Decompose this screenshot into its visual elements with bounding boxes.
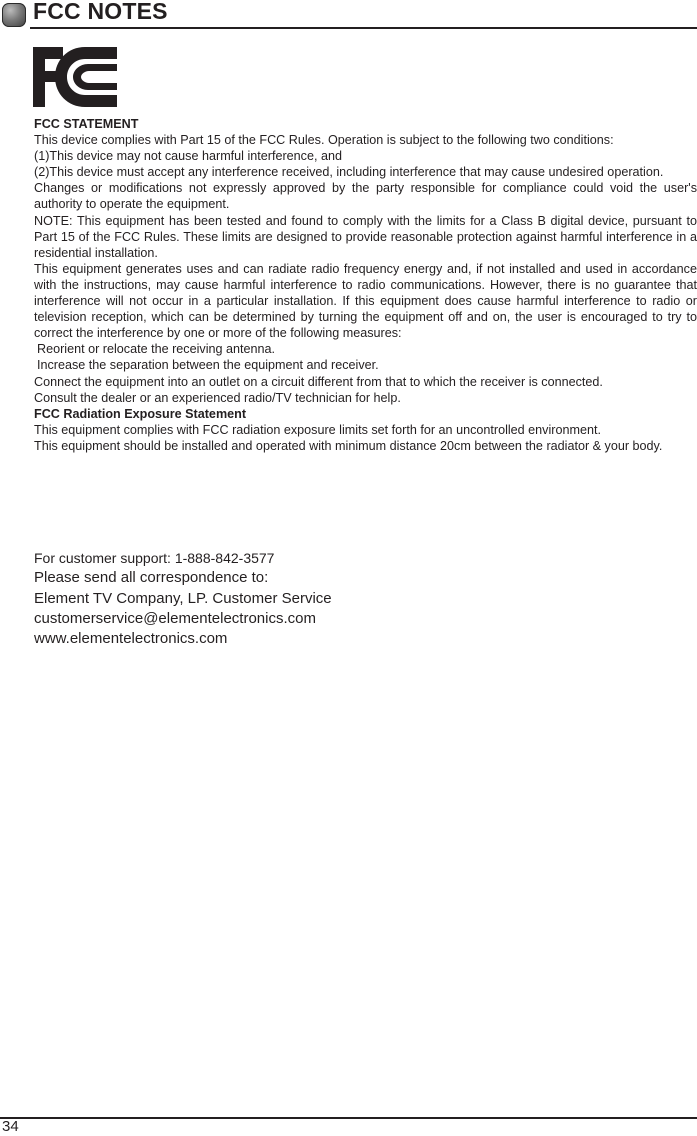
measure-consult: Consult the dealer or an experienced radio/TV technician for help. <box>34 390 401 405</box>
class-b-note: NOTE: This equipment has been tested and found to comply with the limits for a Class B digital device, pursuant to Part 15 of the FCC Rules. These limits are designed to provide reasonable protection against harmful interference in a residential installation. <box>34 213 697 260</box>
changes-warning: Changes or modifications not expressly approved by the party responsible for compliance could void the user's authority to operate the equipment. <box>34 181 697 212</box>
radiation-heading: FCC Radiation Exposure Statement <box>34 406 247 421</box>
support-website[interactable]: www.elementelectronics.com <box>34 630 228 648</box>
condition-1: (1)This device may not cause harmful interference, and <box>34 149 342 164</box>
header-rule <box>30 27 697 29</box>
support-email[interactable]: customerservice@elementelectronics.com <box>34 609 316 627</box>
footer-rule <box>0 1117 697 1119</box>
measure-outlet: Connect the equipment into an outlet on a circuit different from that to which the receiver is connected. <box>34 374 603 389</box>
radiation-line-2: This equipment should be installed and operated with minimum distance 20cm between the radiator & your body. <box>34 438 663 453</box>
fcc-statement-heading: FCC STATEMENT <box>34 117 139 131</box>
support-phone: For customer support: 1-888-842-3577 <box>34 550 275 566</box>
fcc-statement-section <box>34 116 697 454</box>
measure-reorient: Reorient or relocate the receiving antenna. <box>37 342 276 357</box>
customer-support-section <box>34 548 694 649</box>
interference-paragraph: This equipment generates uses and can radiate radio frequency energy and, if not installed and used in accordance with the instructions, may cause harmful interference to radio communications. However, there is no guarantee that interference will not occur in a particular installation. If this equipment does cause harmful interference to radio or television reception, which can be determined by turning the equipment off and on, the user is encouraged to try to correct the interference by one or more of the following measures: <box>34 261 697 341</box>
support-send-to: Please send all correspondence to: <box>34 569 269 587</box>
page-title: FCC NOTES <box>33 0 168 24</box>
fcc-logo <box>33 47 117 107</box>
header-bullet-icon <box>2 3 26 27</box>
page-header <box>0 0 697 30</box>
page-number: 34 <box>2 1118 19 1135</box>
statement-intro: This device complies with Part 15 of the FCC Rules. Operation is subject to the following two conditions: <box>34 133 614 148</box>
radiation-line-1: This equipment complies with FCC radiation exposure limits set forth for an uncontrolled environment. <box>34 422 601 437</box>
condition-2: (2)This device must accept any interference received, including interference that may cause undesired operation. <box>34 165 664 180</box>
measure-separation: Increase the separation between the equipment and receiver. <box>37 358 379 373</box>
support-company: Element TV Company, LP. Customer Service <box>34 589 332 607</box>
